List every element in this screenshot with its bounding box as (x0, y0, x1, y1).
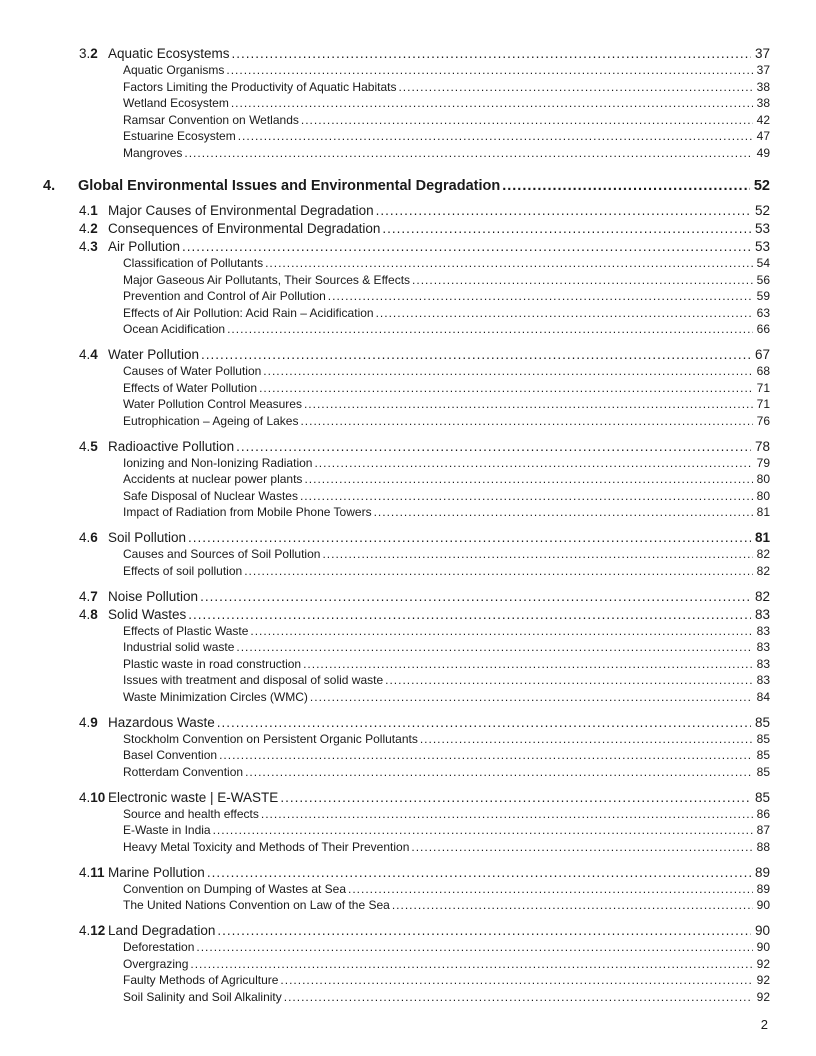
dot-leader (184, 145, 752, 162)
entry-title: Accidents at nuclear power plants (123, 472, 303, 486)
dot-leader (188, 529, 751, 546)
entry-number: 4.11 (79, 864, 105, 880)
dot-leader (376, 202, 751, 219)
dot-leader (300, 413, 752, 430)
toc-subsection-entry[interactable] (123, 546, 770, 563)
entry-page-number: 92 (756, 973, 770, 987)
entry-number: 4.8 (79, 606, 98, 622)
dot-leader (280, 789, 751, 806)
toc-section-entry[interactable] (79, 529, 770, 546)
toc-subsection-entry[interactable] (123, 972, 770, 989)
toc-subsection-entry[interactable] (123, 956, 770, 973)
entry-page-number: 85 (756, 731, 770, 746)
entry-title: Consequences of Environmental Degradation (108, 221, 381, 236)
dot-leader (232, 45, 751, 62)
dot-leader (385, 672, 753, 689)
entry-title: Wetland Ecosystem (123, 96, 229, 110)
dot-leader (303, 656, 753, 673)
dot-leader (190, 956, 752, 973)
dot-leader (263, 363, 752, 380)
toc-subsection-entry[interactable] (123, 656, 770, 673)
toc (43, 44, 770, 1005)
toc-subsection-entry[interactable] (123, 272, 770, 289)
dot-leader (236, 639, 752, 656)
entry-page-number: 88 (756, 839, 770, 854)
dot-leader (280, 972, 752, 989)
entry-title: Solid Wastes (108, 606, 187, 622)
entry-page-number: 54 (756, 256, 770, 270)
dot-leader (226, 62, 752, 79)
entry-number: 4.4 (79, 347, 98, 362)
dot-leader (284, 989, 753, 1006)
dot-leader (196, 939, 752, 956)
entry-title: Causes and Sources of Soil Pollution (123, 547, 321, 561)
entry-title: Classification of Pollutants (123, 256, 264, 270)
entry-page-number: 53 (754, 239, 770, 254)
toc-section-entry[interactable] (79, 922, 770, 939)
toc-section-entry[interactable] (79, 220, 770, 237)
toc-section-entry[interactable] (79, 789, 770, 806)
dot-leader (376, 305, 753, 322)
entry-title: Deforestation (123, 940, 195, 954)
entry-title: Prevention and Control of Air Pollution (123, 289, 326, 303)
entry-title: Aquatic Ecosystems (108, 46, 230, 61)
toc-subsection-entry[interactable] (123, 396, 770, 413)
entry-title: E-Waste in India (123, 823, 211, 837)
entry-number: 4.7 (79, 588, 98, 604)
toc-subsection-entry[interactable] (123, 806, 770, 823)
dot-leader (328, 288, 753, 305)
entry-number: 4.6 (79, 530, 98, 545)
dot-leader (411, 839, 752, 856)
entry-title: Source and health effects (123, 806, 259, 821)
entry-title: Overgrazing (123, 956, 189, 971)
dot-leader (322, 546, 752, 563)
dot-leader (236, 438, 751, 455)
footer-page-number: 2 (760, 1017, 768, 1032)
dot-leader (382, 220, 751, 237)
toc-subsection-entry[interactable] (123, 363, 770, 380)
entry-title: Factors Limiting the Productivity of Aquatic Habitats (123, 79, 397, 94)
dot-leader (314, 455, 752, 472)
toc-section-entry[interactable] (79, 606, 770, 623)
entry-page-number: 37 (754, 46, 770, 61)
toc-subsection-entry[interactable] (123, 321, 770, 338)
toc-subsection-entry[interactable] (123, 255, 770, 272)
toc-subsection-entry[interactable] (123, 413, 770, 430)
entry-title: Convention on Dumping of Wastes at Sea (123, 881, 347, 896)
toc-subsection-entry[interactable] (123, 623, 770, 640)
entry-title: Causes of Water Pollution (123, 364, 262, 378)
entry-page-number: 82 (756, 563, 770, 578)
dot-leader (231, 95, 753, 112)
entry-page-number: 80 (756, 488, 770, 503)
dot-leader (188, 606, 751, 623)
entry-number: 4.10 (79, 789, 106, 805)
entry-number: 4.5 (79, 438, 98, 454)
entry-page-number: 89 (754, 864, 770, 880)
toc-subsection-entry[interactable] (123, 95, 770, 112)
entry-page-number: 79 (756, 455, 770, 470)
entry-title: Soil Pollution (108, 530, 187, 545)
entry-page-number: 92 (756, 989, 770, 1004)
entry-page-number: 83 (756, 623, 770, 638)
entry-title: Issues with treatment and disposal of solid waste (123, 673, 384, 687)
toc-subsection-entry[interactable] (123, 881, 770, 898)
dot-leader (392, 897, 753, 914)
entry-title: Plastic waste in road construction (123, 656, 302, 671)
entry-page-number: 42 (756, 112, 770, 127)
entry-title: Effects of Air Pollution: Acid Rain – Acidification (123, 305, 374, 320)
entry-page-number: 68 (756, 364, 770, 378)
entry-title: Major Causes of Environmental Degradation (108, 203, 374, 218)
entry-number: 4.2 (79, 221, 98, 236)
dot-leader (182, 238, 751, 255)
entry-title: Land Degradation (108, 923, 216, 938)
toc-section-entry[interactable] (79, 45, 770, 62)
entry-title: Heavy Metal Toxicity and Methods of Their Prevention (123, 839, 410, 854)
toc-section-entry[interactable] (79, 202, 770, 219)
entry-title: Effects of Water Pollution (123, 380, 258, 395)
dot-leader (238, 128, 753, 145)
entry-title: Water Pollution (108, 347, 200, 362)
entry-title: Rotterdam Convention (123, 764, 244, 779)
entry-page-number: 67 (754, 347, 770, 362)
toc-subsection-entry[interactable] (123, 112, 770, 129)
toc-section-entry[interactable] (79, 714, 770, 731)
toc-subsection-entry[interactable] (123, 897, 770, 914)
entry-page-number: 38 (756, 79, 770, 94)
entry-page-number: 52 (753, 178, 770, 194)
toc-subsection-entry[interactable] (123, 471, 770, 488)
toc-subsection-entry[interactable] (123, 939, 770, 956)
entry-page-number: 37 (756, 63, 770, 77)
dot-leader (304, 471, 752, 488)
dot-leader (261, 806, 753, 823)
entry-page-number: 89 (756, 881, 770, 896)
dot-leader (227, 321, 753, 338)
dot-leader (374, 504, 753, 521)
entry-page-number: 83 (756, 656, 770, 671)
entry-page-number: 83 (754, 606, 770, 622)
dot-leader (420, 731, 753, 748)
entry-title: Electronic waste | E-WASTE (108, 789, 279, 805)
entry-page-number: 90 (754, 923, 770, 938)
entry-title: Eutrophication – Ageing of Lakes (123, 413, 299, 428)
entry-title: Soil Salinity and Soil Alkalinity (123, 989, 282, 1004)
entry-page-number: 47 (756, 129, 770, 143)
entry-number: 4. (43, 178, 56, 194)
dot-leader (244, 563, 752, 580)
dot-leader (201, 346, 751, 363)
entry-title: Noise Pollution (108, 588, 199, 604)
entry-title: Global Environmental Issues and Environmental Degradation (78, 178, 501, 194)
entry-page-number: 81 (754, 530, 770, 545)
dot-leader (265, 255, 753, 272)
entry-title: Major Gaseous Air Pollutants, Their Sources & Effects (123, 272, 411, 287)
toc-subsection-entry[interactable] (123, 62, 770, 79)
entry-title: Effects of Plastic Waste (123, 623, 249, 638)
entry-page-number: 87 (756, 823, 770, 837)
entry-title: Ionizing and Non-Ionizing Radiation (123, 455, 313, 470)
entry-page-number: 82 (756, 547, 770, 561)
entry-page-number: 56 (756, 272, 770, 287)
entry-number: 4.9 (79, 714, 98, 730)
toc-subsection-entry[interactable] (123, 380, 770, 397)
entry-page-number: 63 (756, 305, 770, 320)
dot-leader (300, 488, 753, 505)
entry-title: Air Pollution (108, 239, 181, 254)
entry-title: Safe Disposal of Nuclear Wastes (123, 488, 298, 503)
toc-subsection-entry[interactable] (123, 639, 770, 656)
entry-page-number: 59 (756, 289, 770, 303)
toc-subsection-entry[interactable] (123, 672, 770, 689)
entry-title: Waste Minimization Circles (WMC) (123, 689, 308, 704)
dot-leader (250, 623, 752, 640)
dot-leader (502, 177, 750, 195)
toc-subsection-entry[interactable] (123, 764, 770, 781)
entry-page-number: 81 (756, 505, 770, 519)
entry-page-number: 52 (754, 203, 770, 218)
dot-leader (398, 79, 752, 96)
dot-leader (301, 112, 753, 129)
toc-subsection-entry[interactable] (123, 488, 770, 505)
entry-page-number: 92 (756, 956, 770, 971)
toc-subsection-entry[interactable] (123, 455, 770, 472)
toc-subsection-entry[interactable] (123, 989, 770, 1006)
toc-subsection-entry[interactable] (123, 747, 770, 764)
entry-page-number: 85 (756, 764, 770, 779)
toc-subsection-entry[interactable] (123, 305, 770, 322)
toc-subsection-entry[interactable] (123, 79, 770, 96)
entry-title: Faulty Methods of Agriculture (123, 973, 279, 987)
entry-title: Ocean Acidification (123, 322, 226, 336)
entry-title: Mangroves (123, 145, 183, 160)
dot-leader (412, 272, 753, 289)
entry-page-number: 71 (756, 397, 770, 411)
toc-section-entry[interactable] (79, 238, 770, 255)
entry-page-number: 85 (756, 748, 770, 762)
dot-leader (245, 764, 753, 781)
entry-title: Stockholm Convention on Persistent Organic Pollutants (123, 731, 418, 746)
dot-leader (217, 922, 751, 939)
entry-page-number: 86 (756, 806, 770, 821)
dot-leader (348, 881, 753, 898)
dot-leader (213, 822, 753, 839)
entry-number: 4.1 (79, 203, 98, 218)
toc-section-entry[interactable] (79, 346, 770, 363)
entry-title: Estuarine Ecosystem (123, 129, 236, 143)
entry-title: Effects of soil pollution (123, 563, 243, 578)
entry-number: 3.2 (79, 46, 98, 61)
toc-section-entry[interactable] (79, 588, 770, 605)
dot-leader (217, 714, 751, 731)
entry-page-number: 85 (754, 714, 770, 730)
dot-leader (219, 747, 753, 764)
toc-subsection-entry[interactable] (123, 128, 770, 145)
entry-page-number: 83 (756, 673, 770, 687)
entry-page-number: 71 (756, 380, 770, 395)
entry-title: Aquatic Organisms (123, 63, 225, 77)
dot-leader (310, 689, 753, 706)
entry-number: 4.12 (79, 923, 106, 938)
toc-subsection-entry[interactable] (123, 145, 770, 162)
entry-page-number: 84 (756, 689, 770, 704)
entry-page-number: 38 (756, 96, 770, 110)
toc-section-entry[interactable] (79, 864, 770, 881)
entry-page-number: 80 (756, 472, 770, 486)
toc-chapter-entry[interactable] (43, 177, 770, 195)
entry-page-number: 66 (756, 322, 770, 336)
entry-page-number: 82 (754, 588, 770, 604)
dot-leader (200, 588, 751, 605)
toc-subsection-entry[interactable] (123, 839, 770, 856)
toc-subsection-entry[interactable] (123, 689, 770, 706)
dot-leader (259, 380, 753, 397)
toc-subsection-entry[interactable] (123, 563, 770, 580)
entry-page-number: 78 (754, 438, 770, 454)
entry-title: Ramsar Convention on Wetlands (123, 112, 299, 127)
toc-subsection-entry[interactable] (123, 504, 770, 521)
toc-section-entry[interactable] (79, 438, 770, 455)
entry-title: Industrial solid waste (123, 640, 235, 654)
entry-title: Water Pollution Control Measures (123, 397, 302, 411)
entry-page-number: 83 (756, 640, 770, 654)
entry-page-number: 90 (756, 940, 770, 954)
entry-title: Basel Convention (123, 748, 218, 762)
toc-subsection-entry[interactable] (123, 822, 770, 839)
entry-title: Impact of Radiation from Mobile Phone Towers (123, 505, 372, 519)
dot-leader (304, 396, 753, 413)
entry-title: Marine Pollution (108, 864, 205, 880)
toc-subsection-entry[interactable] (123, 731, 770, 748)
entry-page-number: 76 (756, 413, 770, 428)
entry-page-number: 85 (754, 789, 770, 805)
entry-number: 4.3 (79, 239, 98, 254)
dot-leader (207, 864, 751, 881)
entry-title: The United Nations Convention on Law of the Sea (123, 898, 390, 912)
entry-page-number: 53 (754, 221, 770, 236)
entry-title: Radioactive Pollution (108, 438, 235, 454)
entry-page-number: 49 (756, 145, 770, 160)
entry-page-number: 90 (756, 898, 770, 912)
entry-title: Hazardous Waste (108, 714, 215, 730)
toc-subsection-entry[interactable] (123, 288, 770, 305)
